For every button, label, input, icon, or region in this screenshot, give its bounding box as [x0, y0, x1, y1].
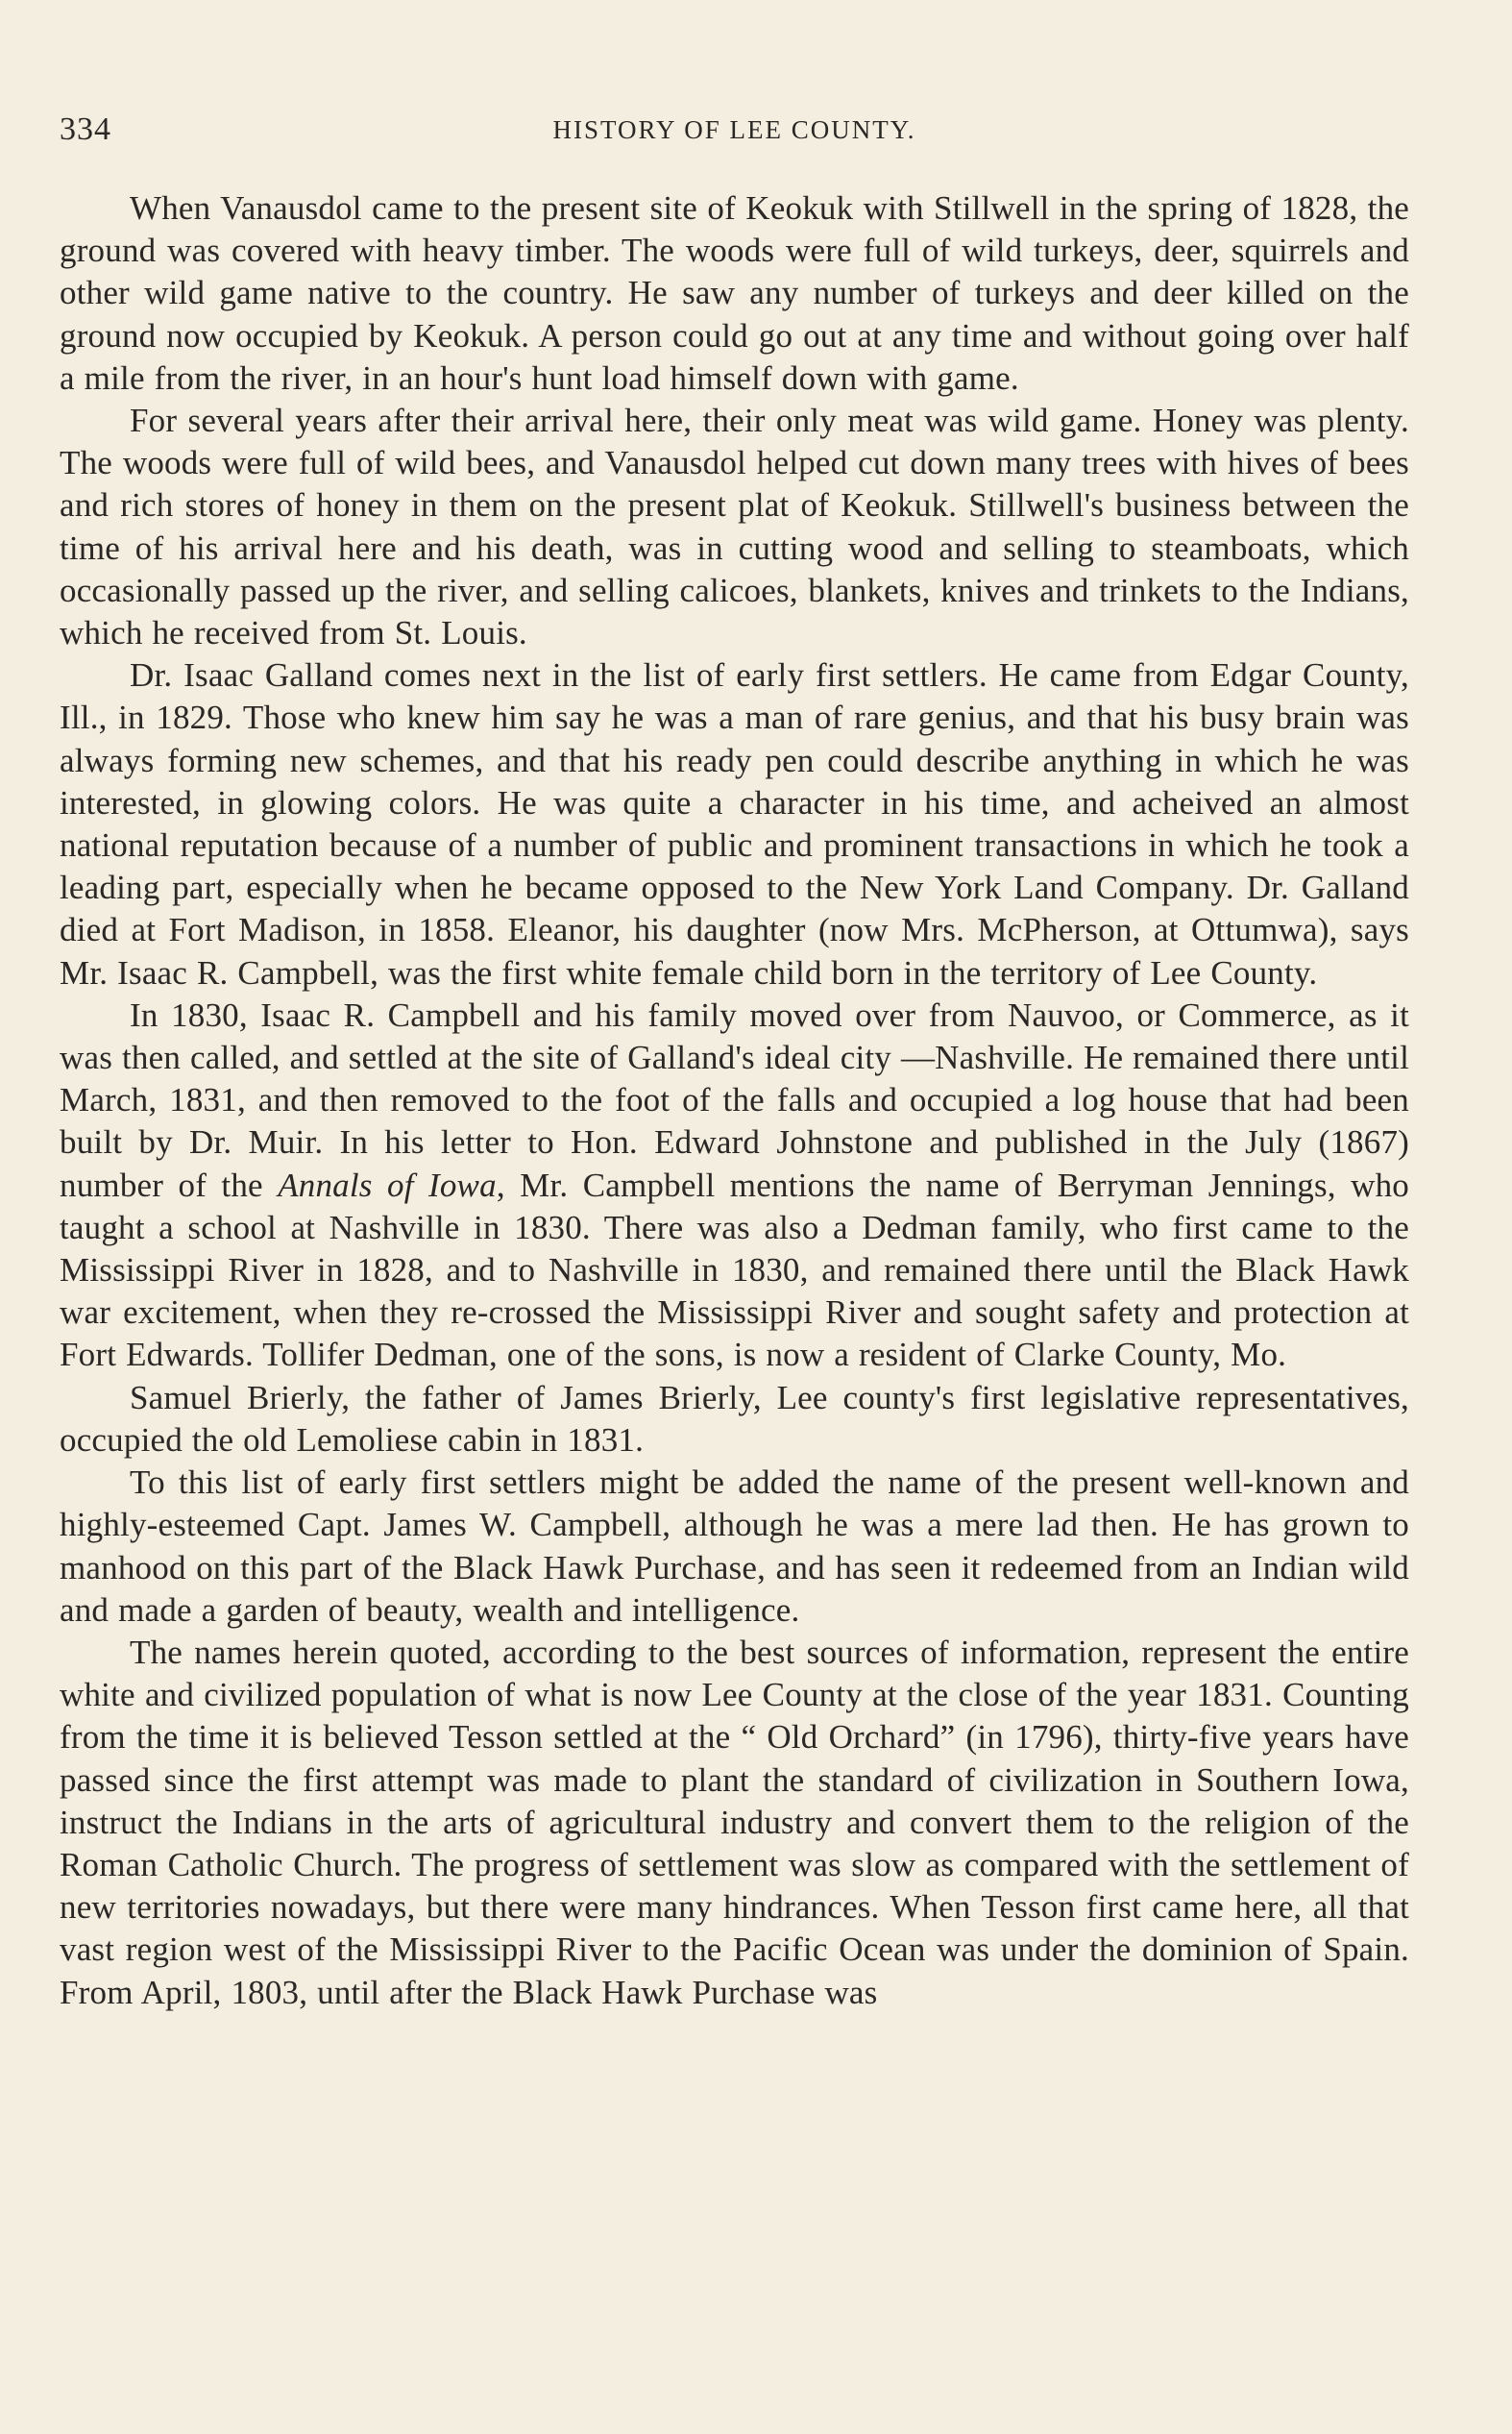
- annals-of-iowa-title: Annals of Iowa: [278, 1166, 497, 1204]
- paragraph-campbell-pre: In 1830, Isaac R. Campbell and his family moved over from Nauvoo, or Commerce, as it was then called, and settled at the site of Galland's ideal city —Nashville. He remained there until March, 1831, and then removed to the foot of the falls and occupied a log house that had been built by Dr. Muir. In his letter to Hon. Edward Johnstone and published in the July (1867) number of the: [60, 996, 1409, 1204]
- paragraph-brierly: Samuel Brierly, the father of James Brierly, Lee county's first legislative representatives, occupied the old Lemoliese cabin in 1831.: [60, 1378, 1409, 1459]
- paragraph-campbell: [60, 995, 1409, 1377]
- paragraph-population: The names herein quoted, according to the best sources of information, represent the entire white and civilized population of what is now Lee County at the close of the year 1831. Counting from the time it is believed Tesson settled at the “ Old Orchard” (in 1796), thirty-five years have passed since the first attempt was made to plant the standard of civilization in Southern Iowa, instruct the Indians in the arts of agricultural industry and convert them to the religion of the Roman Catholic Church. The progress of settlement was slow as compared with the settlement of new territories nowadays, but there were many hindrances. When Tesson first came here, all that vast region west of the Mississippi River to the Pacific Ocean was under the dominion of Spain. From April, 1803, until after the Black Hawk Purchase was: [60, 1633, 1409, 2011]
- running-head: HISTORY OF LEE COUNTY.: [552, 115, 916, 144]
- body-text: [60, 187, 1409, 2014]
- paragraph-galland: Dr. Isaac Galland comes next in the list of early first settlers. He came from Edgar County, Ill., in 1829. Those who knew him say he was a man of rare genius, and that his busy brain was always forming new schemes, and that his ready pen could describe anything in which he was interested, in glowing colors. He was quite a character in his time, and acheived an almost national reputation because of a number of public and prominent transactions in which he took a leading part, especially when he became opposed to the New York Land Company. Dr. Galland died at Fort Madison, in 1858. Eleanor, his daughter (now Mrs. McPherson, at Ottumwa), says Mr. Isaac R. Campbell, was the first white female child born in the territory of Lee County.: [60, 656, 1409, 992]
- paragraph-campbell-post: , Mr. Campbell mentions the name of Berryman Jennings, who taught a school at Nashville in 1830. There was also a Dedman family, who first came to the Mississippi River in 1828, and to Nashville in 1830, and remained there until the Black Hawk war excitement, when they re-crossed the Mississippi River and sought safety and protection at Fort Edwards. Tollifer Dedman, one of the sons, is now a resident of Clarke County, Mo.: [60, 1166, 1410, 1374]
- paragraph-vanausdol: When Vanausdol came to the present site of Keokuk with Stillwell in the spring of 1828, the ground was covered with heavy timber. The woods were full of wild turkeys, deer, squirrels and other wild game native to the country. He saw any number of turkeys and deer killed on the ground now occupied by Keokuk. A person could go out at any time and without going over half a mile from the river, in an hour's hunt load himself down with game.: [60, 189, 1409, 397]
- paragraph-wild-game: For several years after their arrival here, their only meat was wild game. Honey was plenty. The woods were full of wild bees, and Vanausdol helped cut down many trees with hives of bees and rich stores of honey in them on the present plat of Keokuk. Stillwell's business between the time of his arrival here and his death, was in cutting wood and selling to steamboats, which occasionally passed up the river, and selling calicoes, blankets, knives and trinkets to the Indians, which he received from St. Louis.: [60, 402, 1409, 652]
- page-header: [60, 108, 1409, 152]
- page-number: 334: [60, 111, 111, 147]
- paragraph-james-campbell: To this list of early first settlers might be added the name of the present well-known and highly-esteemed Capt. James W. Campbell, although he was a mere lad then. He has grown to manhood on this part of the Black Hawk Purchase, and has seen it redeemed from an Indian wild and made a garden of beauty, wealth and intelligence.: [60, 1463, 1409, 1629]
